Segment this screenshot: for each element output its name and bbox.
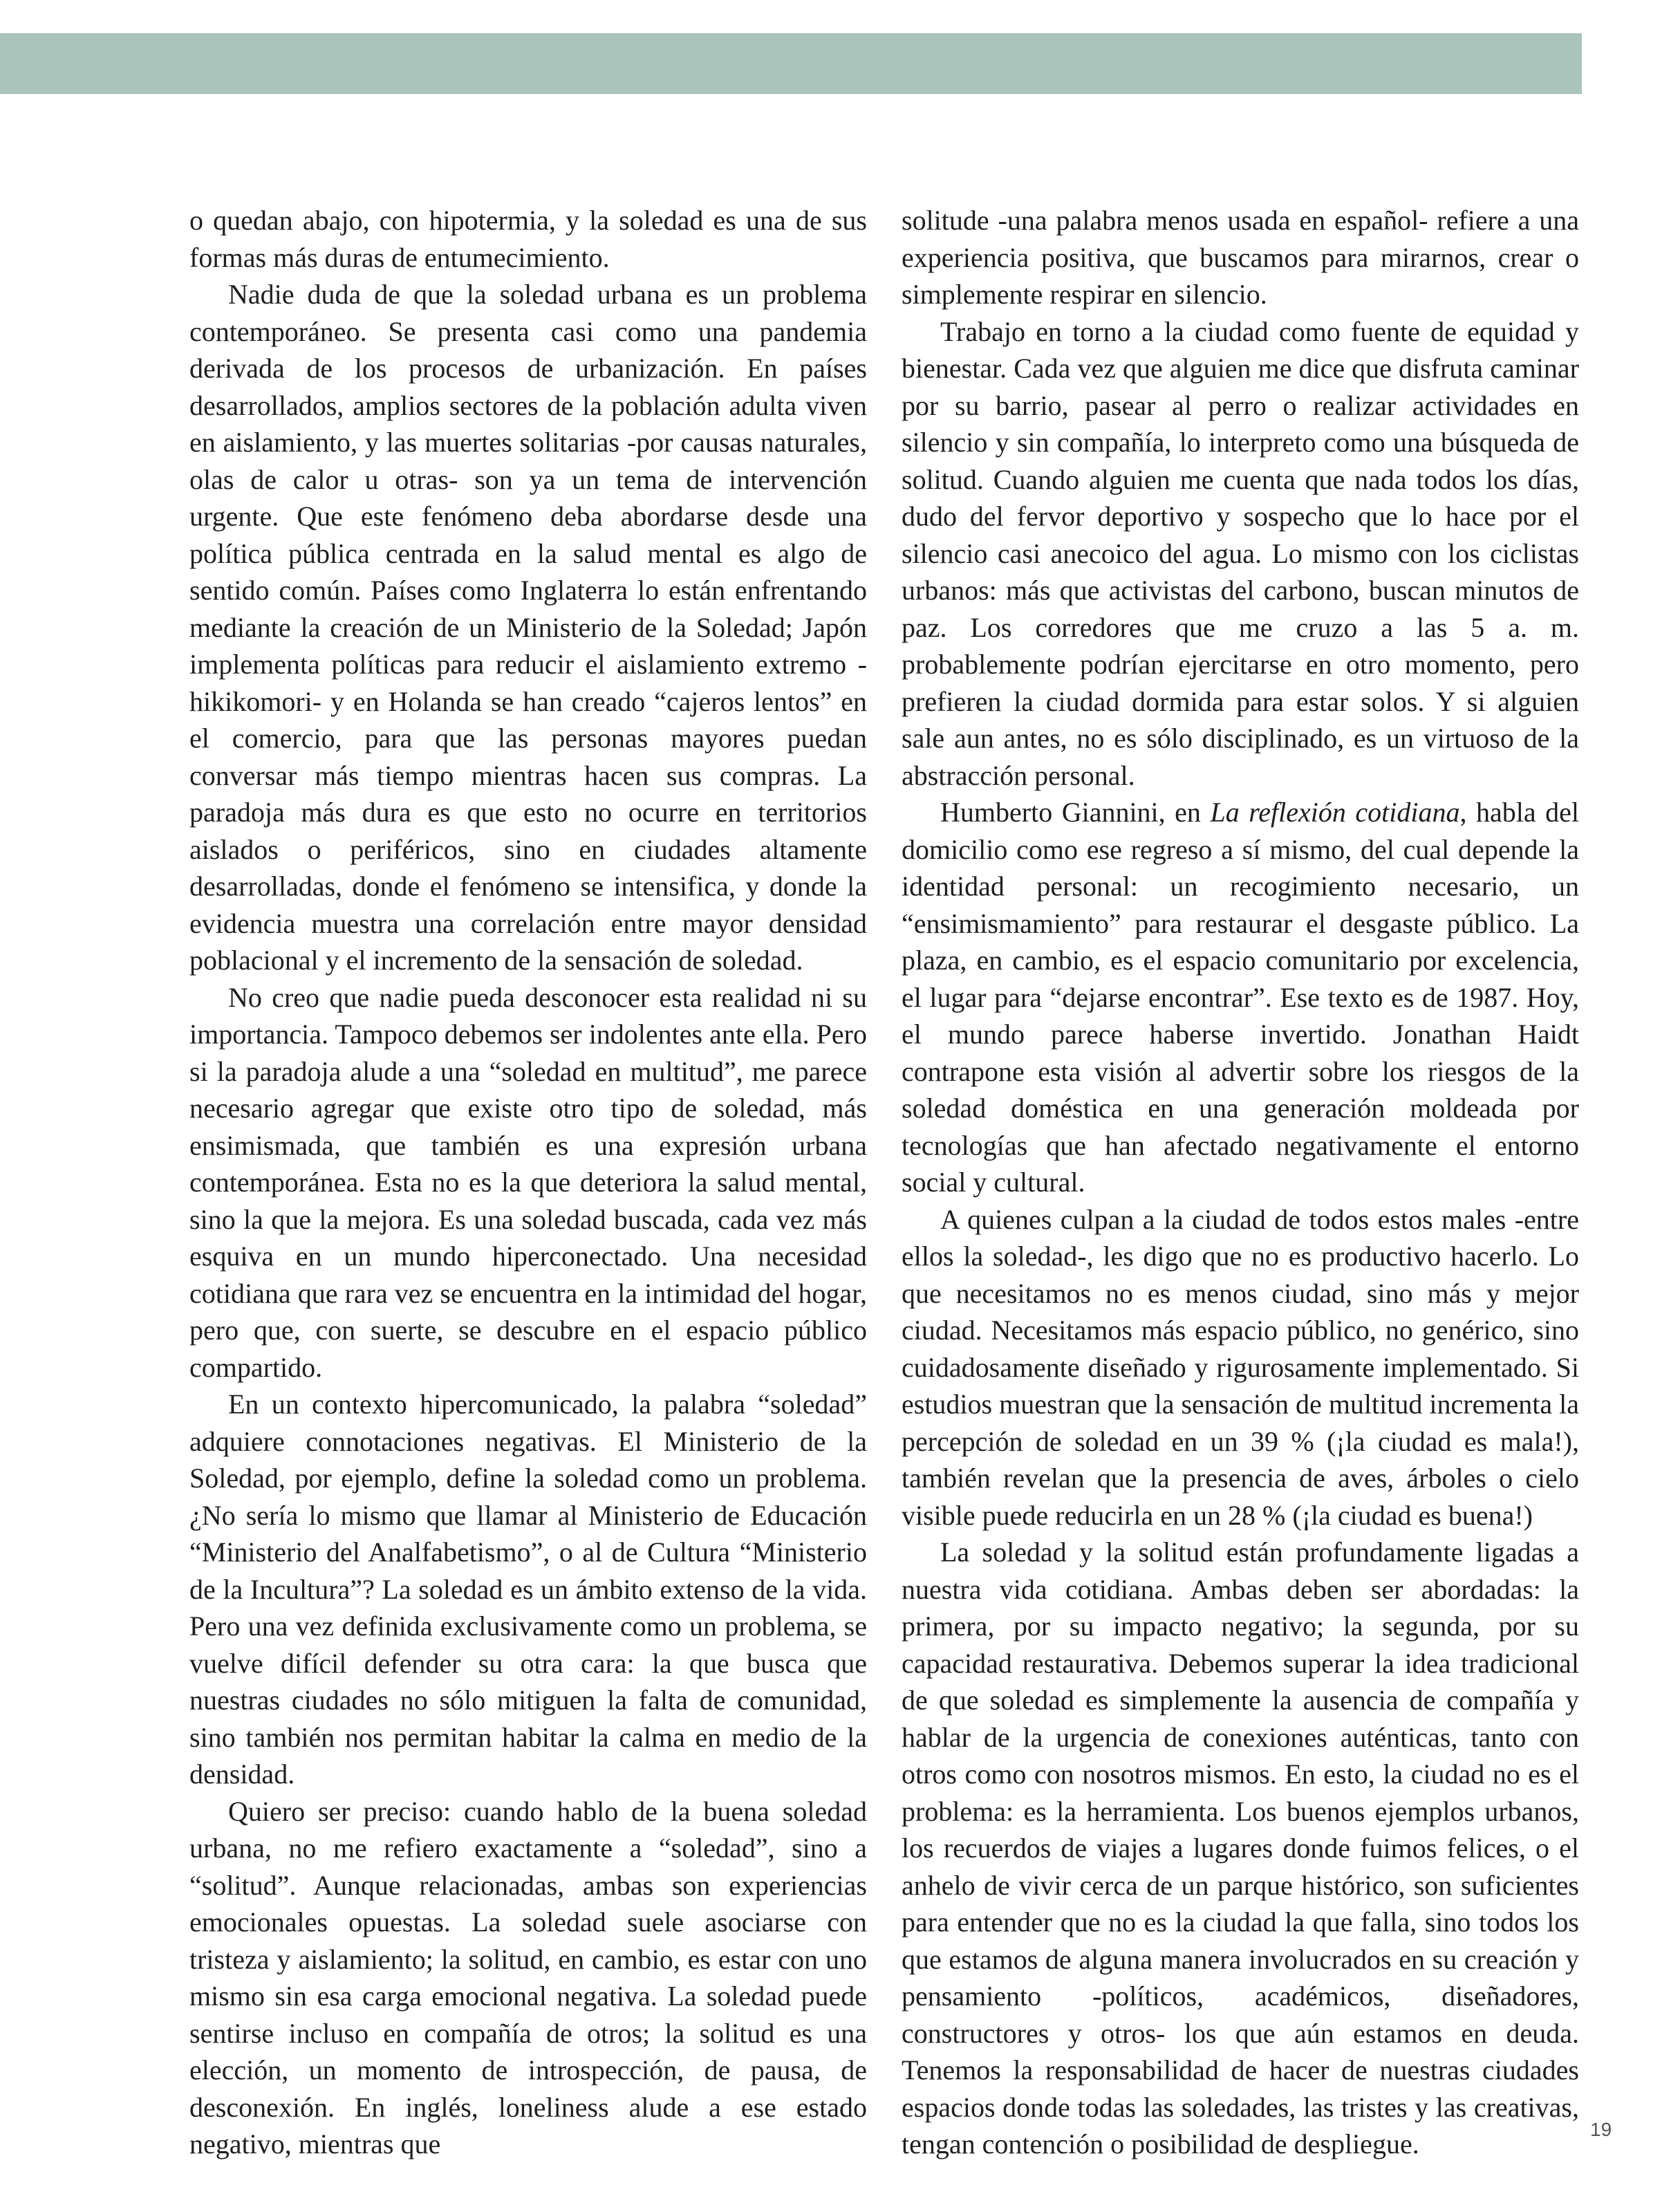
paragraph: o quedan abajo, con hipotermia, y la soledad es una de sus formas más duras de entumecimiento. [189, 205, 867, 273]
paragraph: No creo que nadie pueda desconocer esta realidad ni su importancia. Tampoco debemos ser indolentes ante ella. Pero si la paradoja alude a una “soledad en multitud”, me parece necesario agregar que existe otro tipo de soledad, más ensimismada, que también es una expresión urbana contemporánea. Esta no es la que deteriora la salud mental, sino la que la mejora. Es una soledad buscada, cada vez más esquiva en un mundo hiperconectado. Una necesidad cotidiana que rara vez se encuentra en la intimidad del hogar, pero que, con suerte, se descubre en el espacio público compartido. [189, 981, 867, 1383]
paragraph: En un contexto hipercomunicado, la palabra “soledad” adquiere connotaciones negativas. El Ministerio de la Soledad, por ejemplo, define la soledad como un problema. ¿No sería lo mismo que llamar al Ministerio de Educación “Ministerio del Analfabetismo”, o al de Cultura “Ministerio de la Incultura”? La soledad es un ámbito extenso de la vida. Pero una vez definida exclusivamente como un problema, se vuelve difícil defender su otra cara: la que busca que nuestras ciudades no sólo mitiguen la falta de comunidad, sino también nos permitan habitar la calma en medio de la densidad. [189, 1388, 867, 1790]
page-number: 19 [1590, 2119, 1612, 2140]
paragraph-text: Humberto Giannini, en [940, 797, 1211, 828]
paragraph: solitude -una palabra menos usada en español- refiere a una experiencia positiva, que buscamos para mirarnos, crear o simplemente respirar en silencio. [902, 205, 1579, 310]
paragraph-with-book-title [902, 794, 1579, 1201]
right-column [902, 202, 1579, 2163]
paragraph: Nadie duda de que la soledad urbana es un problema contemporáneo. Se presenta casi como una pandemia derivada de los procesos de urbanización. En países desarrollados, amplios sectores de la población adulta viven en aislamiento, y las muertes solitarias -por causas naturales, olas de calor u otras- son ya un tema de intervención urgente. Que este fenómeno deba abordarse desde una política pública centrada en la salud mental es algo de sentido común. Países como Inglaterra lo están enfrentando mediante la creación de un Ministerio de la Soledad; Japón implementa políticas para reducir el aislamiento extremo -hikikomori- y en Holanda se han creado “cajeros lentos” en el comercio, para que las personas mayores puedan conversar más tiempo mientras hacen sus compras. La paradoja más dura es que esto no ocurre en territorios aislados o periféricos, sino en ciudades altamente desarrolladas, donde el fenómeno se intensifica, y donde la evidencia muestra una correlación entre mayor densidad poblacional y el incremento de la sensación de soledad. [189, 279, 867, 976]
paragraph: Trabajo en torno a la ciudad como fuente de equidad y bienestar. Cada vez que alguien me dice que disfruta caminar por su barrio, pasear al perro o realizar actividades en silencio y sin compañía, lo interpreto como una búsqueda de solitud. Cuando alguien me cuenta que nada todos los días, dudo del fervor deportivo y sospecho que lo hace por el silencio casi anecoico del agua. Lo mismo con los ciclistas urbanos: más que activistas del carbono, buscan minutos de paz. Los corredores que me cruzo a las 5 a. m. probablemente podrían ejercitarse en otro momento, pero prefieren la ciudad dormida para estar solos. Y si alguien sale aun antes, no es sólo disciplinado, es un virtuoso de la abstracción personal. [902, 315, 1579, 791]
paragraph: La soledad y la solitud están profundamente ligadas a nuestra vida cotidiana. Ambas deben ser abordadas: la primera, por su impacto negativo; la segunda, por su capacidad restaurativa. Debemos superar la idea tradicional de que soledad es simplemente la ausencia de compañía y hablar de la urgencia de conexiones auténticas, tanto con otros como con nosotros mismos. En esto, la ciudad no es el problema: es la herramienta. Los buenos ejemplos urbanos, los recuerdos de viajes a lugares donde fuimos felices, o el anhelo de vivir cerca de un parque histórico, son suficientes para entender que no es la ciudad la que falla, sino todos los que estamos de alguna manera involucrados en su creación y pensamiento -políticos, académicos, diseñadores, constructores y otros- los que aún estamos en deuda. Tenemos la responsabilidad de hacer de nuestras ciudades espacios donde todas las soledades, las tristes y las creativas, tengan contención o posibilidad de despliegue. [902, 1536, 1579, 2160]
paragraph: Quiero ser preciso: cuando hablo de la buena soledad urbana, no me refiero exactamente a “soledad”, sino a “solitud”. Aunque relacionadas, ambas son experiencias emocionales opuestas. La soledad suele asociarse con tristeza y aislamiento; la solitud, en cambio, es estar con uno mismo sin esa carga emocional negativa. La soledad puede sentirse incluso en compañía de otros; la solitud es una elección, un momento de introspección, de pausa, de desconexión. En inglés, loneliness alude a ese estado negativo, mientras que [189, 1795, 867, 2160]
paragraph-text: , habla del domicilio como ese regreso a sí mismo, del cual depende la identidad personal: un recogimiento necesario, un “ensimismamiento” para restaurar el desgaste público. La plaza, en cambio, es el espacio comunitario por excelencia, el lugar para “dejarse encontrar”. Ese texto es de 1987. Hoy, el mundo parece haberse invertido. Jonathan Haidt contrapone esta visión al advertir sobre los riesgos de la soledad doméstica en una generación moldeada por tecnologías que han afectado negativamente el entorno social y cultural. [902, 797, 1580, 1198]
book-title: La reflexión cotidiana [1210, 797, 1460, 828]
left-column [189, 202, 867, 2163]
header-color-band [0, 33, 1582, 94]
paragraph: A quienes culpan a la ciudad de todos estos males -entre ellos la soledad-, les digo que no es productivo hacerlo. Lo que necesitamos no es menos ciudad, sino más y mejor ciudad. Necesitamos más espacio público, no genérico, sino cuidadosamente diseñado y rigurosamente implementado. Si estudios muestran que la sensación de multitud incrementa la percepción de soledad en un 39 % (¡la ciudad es mala!), también revelan que la presencia de aves, árboles o cielo visible puede reducirla en un 28 % (¡la ciudad es buena!) [902, 1203, 1579, 1531]
